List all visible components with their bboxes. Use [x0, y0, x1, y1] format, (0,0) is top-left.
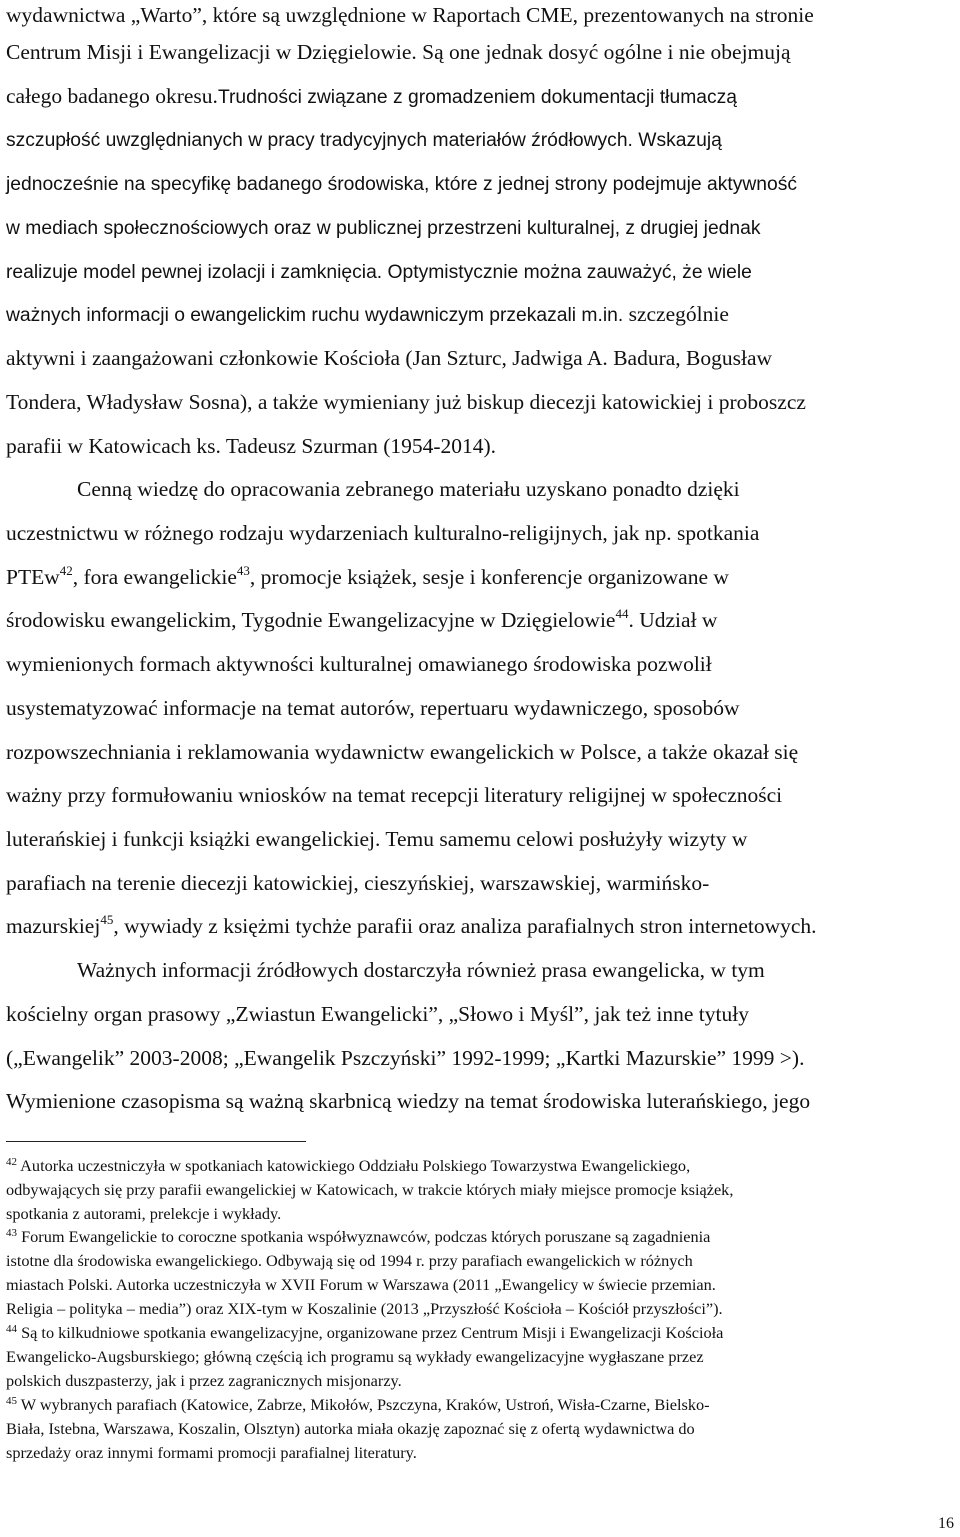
text-run: . Udział w: [628, 608, 718, 632]
footnote-separator: [6, 1141, 306, 1142]
footnote-line: [6, 1394, 710, 1416]
text-run: usystematyzować informacje na temat autorów, repertuaru wydawniczego, sposobów: [6, 696, 740, 720]
footnote-line: [6, 1274, 716, 1296]
text-run: wydawnictwa „Warto”, które są uwzględnione w Raportach CME, prezentowanych na stronie: [6, 3, 814, 27]
text-run: Trudności związane z gromadzeniem dokumentacji tłumaczą: [217, 87, 737, 108]
text-run: szczególnie: [623, 302, 729, 326]
body-line: [6, 605, 717, 635]
footnote-ref: 43: [236, 563, 250, 578]
body-line: [6, 343, 772, 373]
body-line: [6, 824, 747, 854]
body-line: [6, 299, 729, 331]
body-line: [6, 518, 759, 548]
footnote-number: 45: [6, 1395, 17, 1407]
footnote-text: miastach Polski. Autorka uczestniczyła w XVII Forum w Warszawa (2011 „Ewangelicy w świecie przemian.: [6, 1275, 716, 1294]
body-line: [6, 431, 496, 461]
body-line: [6, 124, 722, 156]
footnote-ref: 44: [615, 606, 629, 621]
text-run: Centrum Misji i Ewangelizacji w Dzięgielowie. Są one jednak dosyć ogólne i nie obejmują: [6, 40, 791, 64]
body-line: [77, 474, 740, 504]
footnote-text: Religia – polityka – media”) oraz XIX-tym w Koszalinie (2013 „Przyszłość Kościoła – Kościół przyszłości”).: [6, 1299, 723, 1318]
text-run: całego badanego okresu.: [6, 84, 218, 108]
text-run: kościelny organ prasowy „Zwiastun Ewangelicki”, „Słowo i Myśl”, jak też inne tytuły: [6, 1002, 749, 1026]
footnote-text: odbywających się przy parafii ewangelickiej w Katowicach, w trakcie których miały miejsce promocje książek,: [6, 1180, 734, 1199]
footnote-text: polskich duszpasterzy, jak i przez zagranicznych misjonarzy.: [6, 1371, 402, 1390]
text-run: , wywiady z księżmi tychże parafii oraz analiza parafialnych stron internetowych.: [113, 914, 817, 938]
footnote-text: sprzedaży oraz innymi formami promocji parafialnej literatury.: [6, 1443, 417, 1462]
footnote-text: Autorka uczestniczyła w spotkaniach katowickiego Oddziału Polskiego Towarzystwa Ewangelickiego,: [17, 1156, 691, 1175]
body-line: [6, 999, 749, 1029]
page-number: 16: [938, 1515, 954, 1532]
footnote-text: Są to kilkudniowe spotkania ewangelizacyjne, organizowane przez Centrum Misji i Ewangelizacji Kościoła: [17, 1323, 724, 1342]
footnote-text: Ewangelicko-Augsburskiego; główną częścią ich programu są wykłady ewangelizacyjne wygłaszane przez: [6, 1347, 704, 1366]
footnote-line: [6, 1370, 402, 1392]
footnote-number: 43: [6, 1227, 17, 1239]
text-run: Ważnych informacji źródłowych dostarczyła również prasa ewangelicka, w tym: [77, 958, 765, 982]
text-run: Wskazują: [632, 130, 722, 151]
body-line: [6, 868, 709, 898]
body-line: [6, 562, 729, 592]
text-run: Badura, Bogusław: [607, 346, 773, 370]
body-line: [6, 81, 737, 113]
text-run: parafii w Katowicach ks. Tadeusz Szurman (1954-2014).: [6, 434, 497, 458]
body-line: [6, 737, 798, 767]
footnote-text: W wybranych parafiach (Katowice, Zabrze, Mikołów, Pszczyna, Kraków, Ustroń, Wisła-Czarne, Bielsko-: [17, 1395, 710, 1414]
text-run: środowisku ewangelickim, Tygodnie Ewangelizacyjne w Dzięgielowie: [6, 608, 616, 632]
body-line: [77, 955, 765, 985]
footnote-line: [6, 1298, 723, 1320]
body-line: [6, 911, 817, 941]
footnote-line: [6, 1322, 723, 1344]
footnote-line: [6, 1203, 281, 1225]
text-run: , promocje książek, sesje i konferencje organizowane w: [249, 565, 729, 589]
text-run: luterańskiej i funkcji książki ewangelickiej. Temu samemu celowi posłużyły wizyty w: [6, 827, 748, 851]
body-line: [6, 387, 806, 417]
text-run: ważnych informacji o ewangelickim ruchu wydawniczym przekazali m.in.: [6, 305, 624, 326]
text-run: Optymistycznie można zauważyć, że wiele: [382, 262, 752, 283]
body-line: [6, 693, 740, 723]
footnote-line: [6, 1346, 704, 1368]
text-run: Tondera, Władysław Sosna), a także wymieniany już biskup diecezji katowickiej i proboszcz: [6, 390, 806, 414]
footnote-ref: 42: [59, 563, 73, 578]
footnote-text: spotkania z autorami, prelekcje i wykłady.: [6, 1204, 282, 1223]
footnote-line: [6, 1250, 693, 1272]
body-line: [6, 780, 782, 810]
footnote-number: 44: [6, 1323, 17, 1335]
body-line: [6, 37, 791, 67]
body-line: [6, 1086, 810, 1116]
text-run: PTEw: [6, 565, 60, 589]
text-run: („Ewangelik” 2003-2008; „Ewangelik Pszczyński” 1992-1999; „Kartki Mazurskie” 1999 >).: [6, 1046, 805, 1070]
body-line: [6, 1043, 804, 1073]
footnote-line: [6, 1179, 733, 1201]
text-run: Wymienione czasopisma są ważną skarbnicą wiedzy na temat środowiska luterańskiego, jego: [6, 1089, 811, 1113]
text-run: realizuje model pewnej izolacji i zamknięcia.: [6, 262, 383, 283]
footnote-text: Forum Ewangelickie to coroczne spotkania współwyznawców, podczas których poruszane są zagadnienia: [17, 1227, 711, 1246]
body-line: [6, 649, 712, 679]
footnote-line: [6, 1155, 690, 1177]
text-run: rozpowszechniania i reklamowania wydawnictw ewangelickich w Polsce, a także okazał się: [6, 740, 799, 764]
text-run: w mediach społecznościowych oraz w publicznej przestrzeni kulturalnej, z drugiej jednak: [6, 218, 761, 239]
text-run: jednocześnie na specyfikę badanego środowiska, które z jednej strony podejmuje aktywność: [6, 174, 797, 195]
text-run: mazurskiej: [6, 914, 101, 938]
footnote-text: Biała, Istebna, Warszawa, Koszalin, Olsztyn) autorka miała okazję zapoznać się z ofertą wydawnictwa do: [6, 1419, 695, 1438]
body-line: [6, 212, 760, 244]
text-run: wymienionych formach aktywności kulturalnej omawianego środowiska pozwolił: [6, 652, 712, 676]
text-run: aktywni i zaangażowani członkowie Kościoła (Jan Szturc, Jadwiga A.: [6, 346, 608, 370]
text-run: szczupłość uwzględnianych w pracy tradycyjnych materiałów źródłowych.: [6, 130, 633, 151]
text-run: , fora ewangelickie: [72, 565, 237, 589]
text-run: uczestnictwu w różnego rodzaju wydarzeniach kulturalno-religijnych, jak np. spotkania: [6, 521, 760, 545]
text-run: Cenną wiedzę do opracowania zebranego materiału uzyskano ponadto dzięki: [77, 477, 740, 501]
footnote-line: [6, 1418, 695, 1440]
text-run: parafiach na terenie diecezji katowickiej, cieszyńskiej, warszawskiej, warmińsko-: [6, 871, 710, 895]
footnote-line: [6, 1226, 710, 1248]
text-run: ważny przy formułowaniu wniosków na temat recepcji literatury religijnej w społeczności: [6, 783, 783, 807]
body-line: [6, 256, 752, 288]
footnote-number: 42: [6, 1156, 17, 1168]
footnote-line: [6, 1442, 417, 1464]
footnote-text: istotne dla środowiska ewangelickiego. Odbywają się od 1994 r. przy parafiach ewangelickich w różnych: [6, 1251, 693, 1270]
body-line: [6, 0, 814, 30]
footnote-ref: 45: [100, 912, 114, 927]
body-line: [6, 168, 797, 200]
